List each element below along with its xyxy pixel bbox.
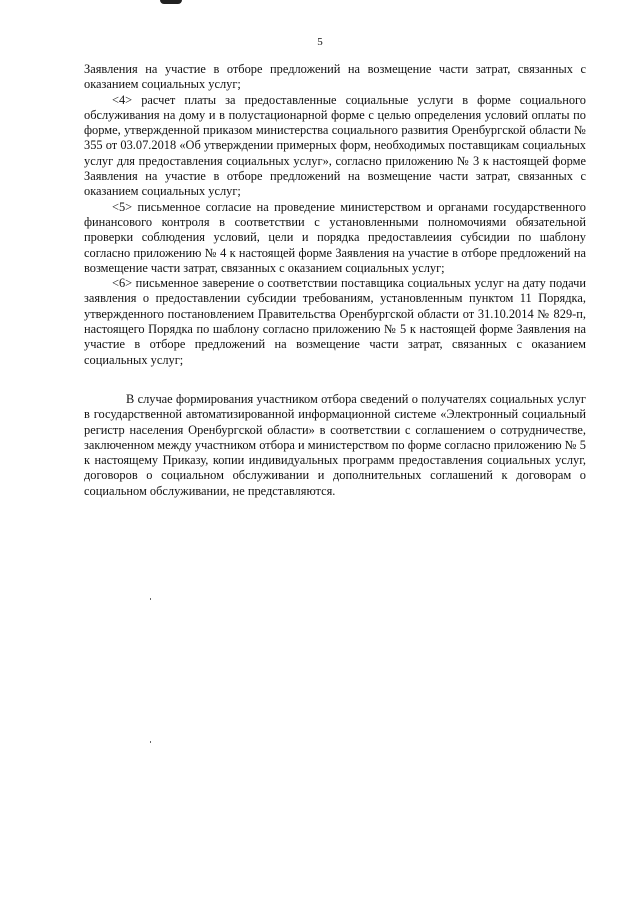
paragraph-item-5: <5> письменное согласие на проведение министерством и органами государственного финансового контроля в соответствии с установленными полномочиями обязательной проверки соблюдения условий, цели и порядка предоставлеиия субсидии по шаблону согласно приложению № 4 к настоящей форме Заявления на участие в отборе предложений на возмещение части затрат, связанных с оказанием социальных услуг; [84, 199, 586, 275]
scan-speck [150, 741, 151, 743]
paragraph-electronic-register: В случае формирования участником отбора сведений о получателях социальных услуг в государственной автоматизированной информационной системе «Электронный социальный регистр населения Оренбургской области» в соответствии с соглашением о сотрудничестве, заключенном между участником отбора и министерством по форме согласно приложению № 5 к настоящему Приказу, копии индивидуальных программ предоставления социальных услуг, договоров о социальном обслуживании и дополнительных соглашений к договорам о социальном обслуживании, не представляются. [84, 391, 586, 498]
page-number: 5 [317, 36, 323, 48]
scan-speck [150, 598, 151, 600]
paragraph-continuation: Заявления на участие в отборе предложений на возмещение части затрат, связанных с оказанием социальных услуг; [84, 62, 586, 92]
paragraph-item-6: <6> письменное заверение о соответствии поставщика социальных услуг на дату подачи заявления о предоставлении субсидии требованиям, установленным пунктом 11 Порядка, утвержденного постановлением Правительства Оренбургской области от 31.10.2014 № 829-п, настоящего Порядка по шаблону согласно приложению № 5 к настоящей форме Заявления на участие в отборе предложений на возмещение части затрат, связанных с оказанием социальных услуг; [84, 276, 586, 367]
paragraph-item-4: <4> расчет платы за предоставленные социальные услуги в форме социального обслуживания на дому и в полустационарной форме с целью определения условий оплаты по форме, утвержденной приказом министерства социального развития Оренбургской области № 355 от 03.07.2018 «Об утверждении примерных форм, необходимых поставщикам социальных услуг для предоставления социальных услуг», согласно приложению № 3 к настоящей форме Заявления на участие в отборе предложений на возмещение части затрат, связанных с оказанием социальных услуг; [84, 92, 586, 199]
document-body [84, 62, 586, 499]
scan-edge-mark [160, 0, 182, 4]
